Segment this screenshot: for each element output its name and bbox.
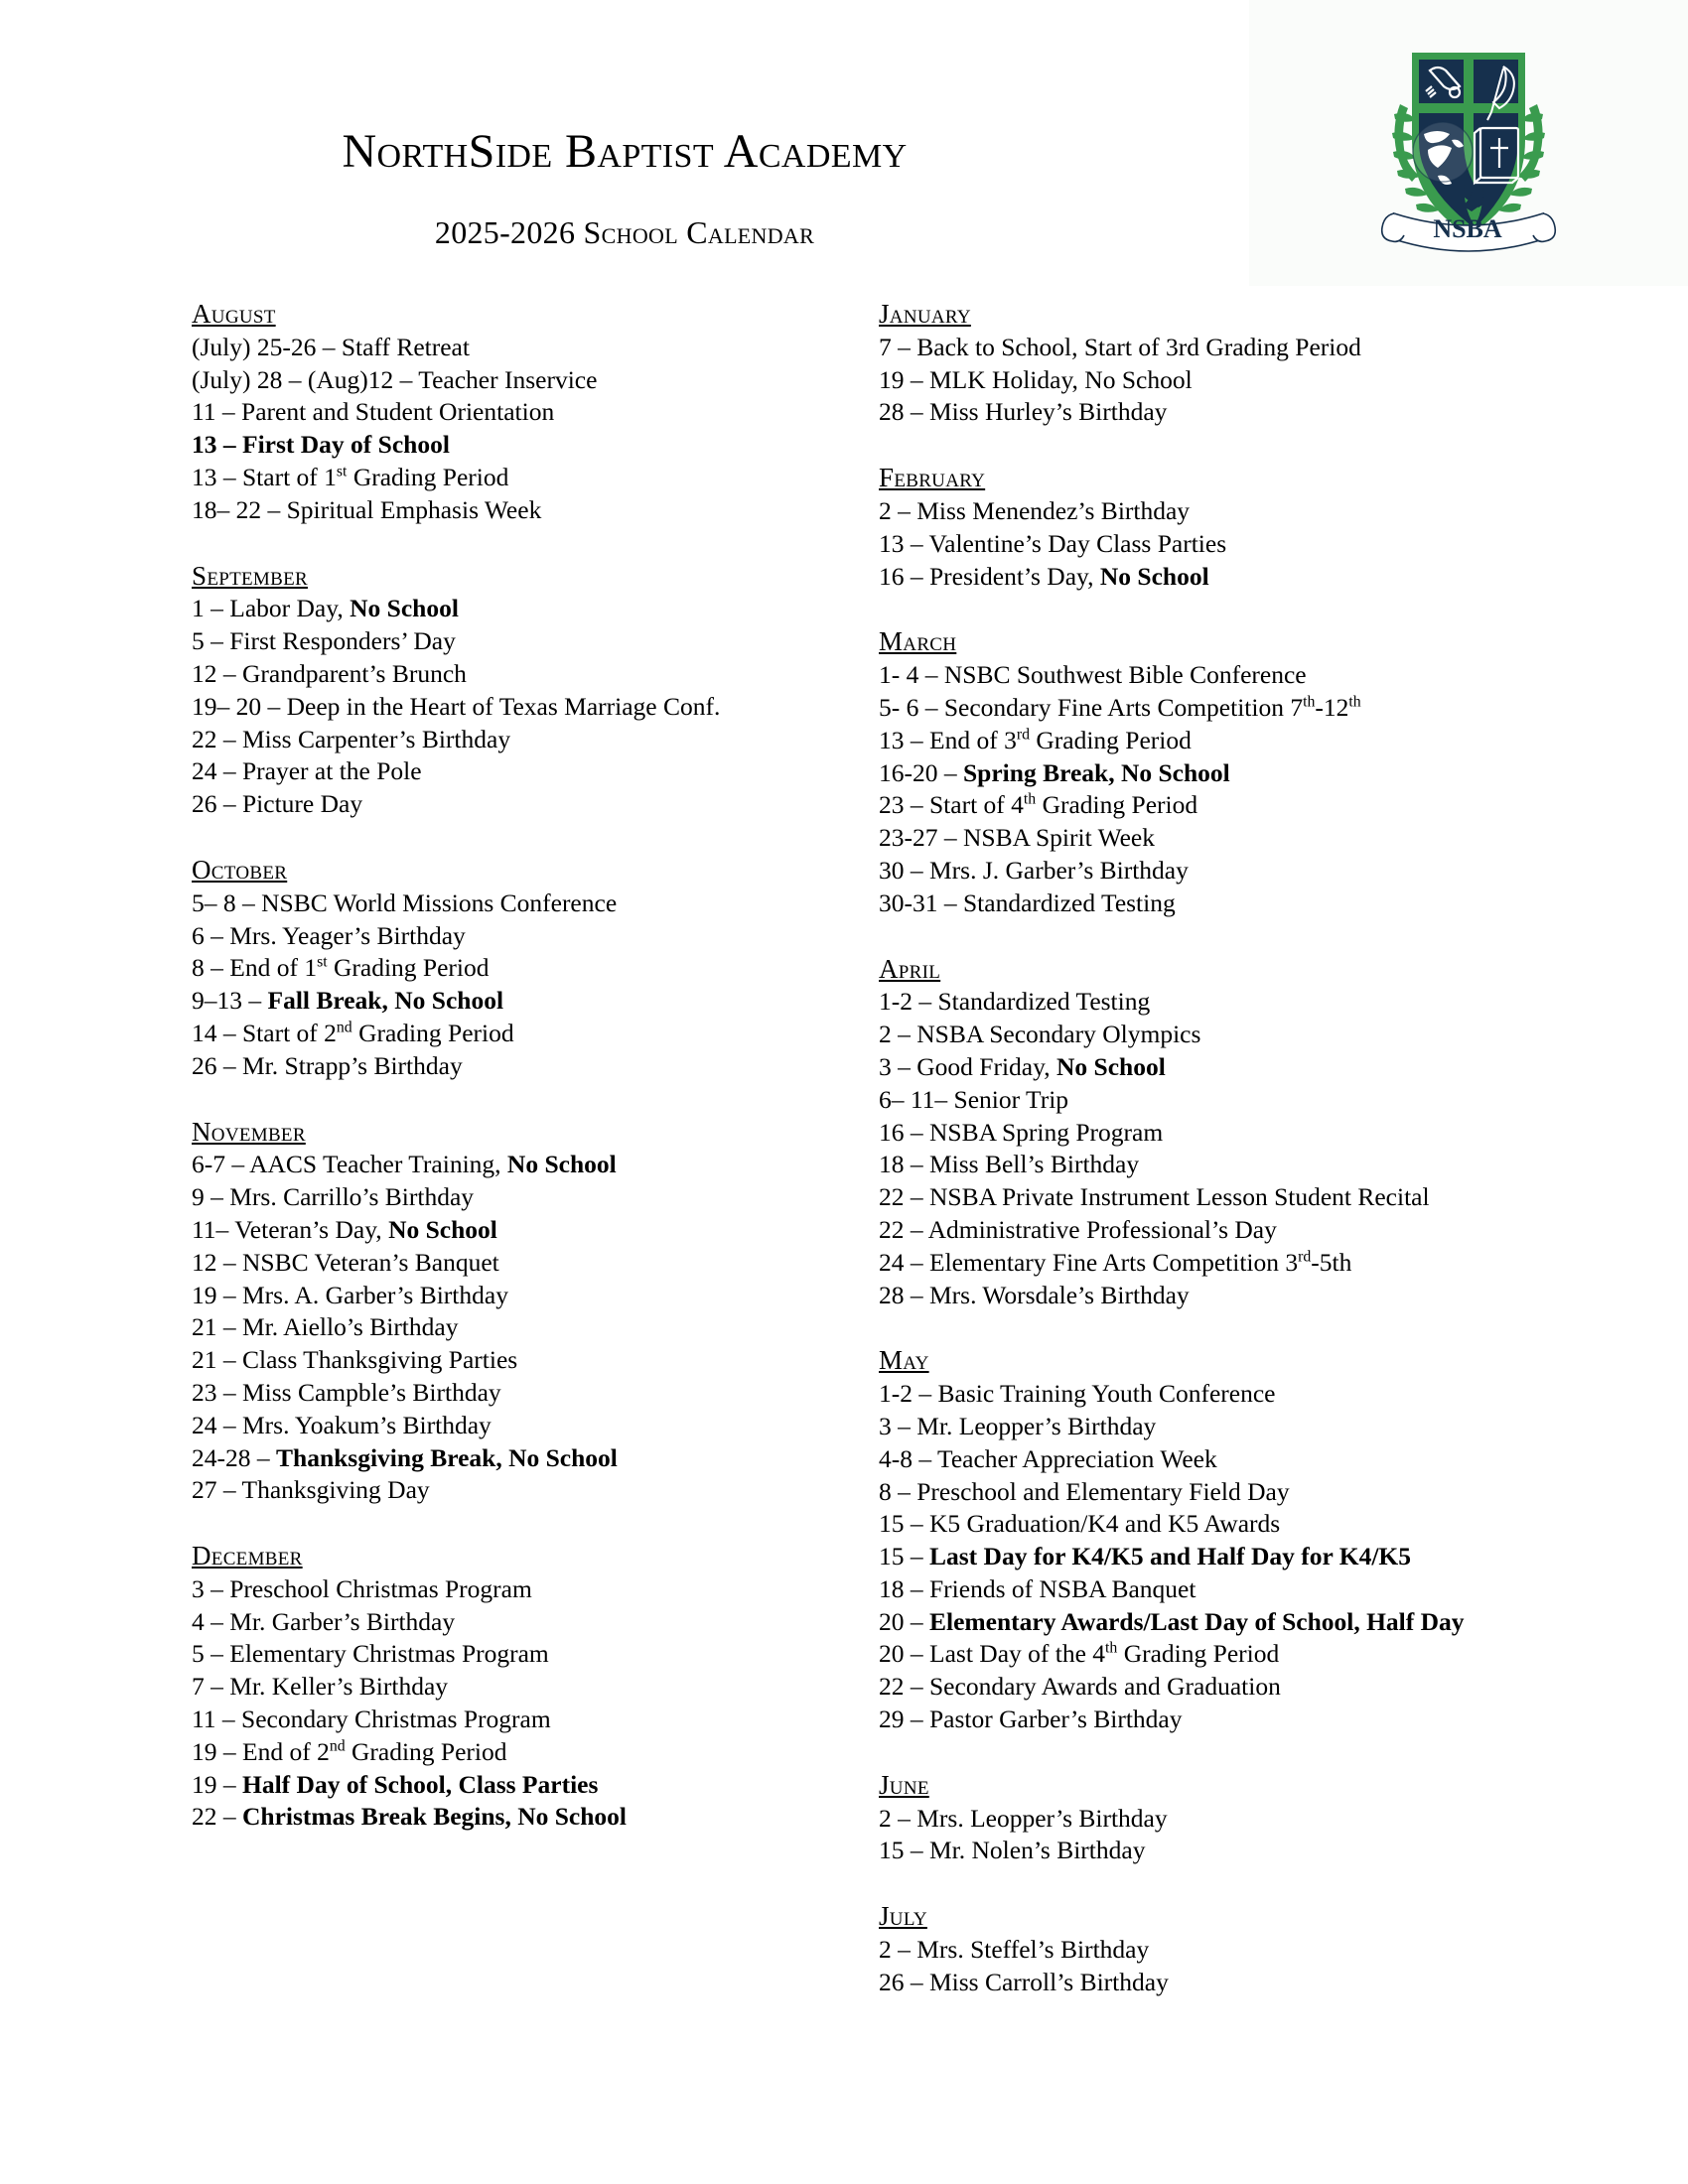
- calendar-event: 18 – Miss Bell’s Birthday: [879, 1150, 1140, 1179]
- month-heading: December: [192, 1541, 303, 1571]
- calendar-event: 28 – Mrs. Worsdale’s Birthday: [879, 1280, 1190, 1309]
- calendar-event: 3 – Good Friday, No School: [879, 1051, 1166, 1081]
- month-block-september: [192, 560, 807, 821]
- month-heading: July: [879, 1901, 927, 1932]
- month-heading: April: [879, 953, 941, 984]
- calendar-event: 15 – K5 Graduation/K4 and K5 Awards: [879, 1509, 1281, 1539]
- calendar-event: 22 – Christmas Break Begins, No School: [192, 1802, 628, 1832]
- calendar-event: 7 – Back to School, Start of 3rd Grading Period: [879, 332, 1361, 361]
- month-heading: January: [879, 299, 971, 329]
- calendar-event: 13 – End of 3rd Grading Period: [879, 725, 1192, 754]
- calendar-event: 3 – Mr. Leopper’s Birthday: [879, 1411, 1157, 1440]
- calendar-event: 29 – Pastor Garber’s Birthday: [879, 1705, 1183, 1734]
- calendar-event: 13 – Valentine’s Day Class Parties: [879, 528, 1227, 558]
- calendar-event: 24 – Prayer at the Pole: [192, 756, 422, 786]
- month-heading: June: [879, 1769, 929, 1800]
- month-block-may: [879, 1344, 1574, 1736]
- calendar-event: 26 – Miss Carroll’s Birthday: [879, 1967, 1169, 1996]
- month-block-october: [192, 854, 807, 1083]
- school-logo: [1249, 0, 1688, 286]
- calendar-event: 19 – Half Day of School, Class Parties: [192, 1769, 599, 1799]
- calendar-event: 5– 8 – NSBC World Missions Conference: [192, 887, 618, 917]
- calendar-event: 24 – Elementary Fine Arts Competition 3rd-5th: [879, 1247, 1352, 1277]
- calendar-event: 1-2 – Basic Training Youth Conference: [879, 1379, 1276, 1409]
- calendar-event: 8 – Preschool and Elementary Field Day: [879, 1476, 1290, 1506]
- calendar-event: 30 – Mrs. J. Garber’s Birthday: [879, 855, 1189, 885]
- calendar-event: 12 – NSBC Veteran’s Banquet: [192, 1247, 499, 1277]
- month-block-april: [879, 953, 1574, 1312]
- calendar-event: 1-2 – Standardized Testing: [879, 987, 1151, 1017]
- calendar-event: 11– Veteran’s Day, No School: [192, 1214, 497, 1244]
- calendar-event: 3 – Preschool Christmas Program: [192, 1573, 532, 1603]
- calendar-column-left: [192, 298, 807, 1834]
- calendar-event: 16-20 – Spring Break, No School: [879, 757, 1230, 787]
- calendar-event: 23 – Miss Campble’s Birthday: [192, 1377, 501, 1407]
- calendar-event: 7 – Mr. Keller’s Birthday: [192, 1672, 449, 1702]
- calendar-event: 5 – Elementary Christmas Program: [192, 1639, 549, 1669]
- calendar-event: 6– 11– Senior Trip: [879, 1084, 1069, 1114]
- calendar-event: 22 – Secondary Awards and Graduation: [879, 1672, 1281, 1702]
- calendar-event: 6 – Mrs. Yeager’s Birthday: [192, 920, 466, 950]
- calendar-event: 5- 6 – Secondary Fine Arts Competition 7th-12th: [879, 692, 1361, 722]
- month-heading: November: [192, 1116, 306, 1147]
- calendar-event: 22 – Miss Carpenter’s Birthday: [192, 724, 511, 753]
- month-heading: October: [192, 854, 288, 885]
- title-block: [0, 0, 1249, 251]
- calendar-event: 19– 20 – Deep in the Heart of Texas Marriage Conf.: [192, 691, 721, 721]
- calendar-event: 19 – MLK Holiday, No School: [879, 364, 1193, 394]
- calendar-event: 13 – Start of 1st Grading Period: [192, 462, 509, 491]
- calendar-event: 2 – NSBA Secondary Olympics: [879, 1020, 1201, 1049]
- calendar-event: 22 – NSBA Private Instrument Lesson Student Recital: [879, 1182, 1430, 1212]
- calendar-event: 4 – Mr. Garber’s Birthday: [192, 1606, 456, 1636]
- calendar-event: 16 – NSBA Spring Program: [879, 1117, 1164, 1147]
- month-block-november: [192, 1116, 807, 1508]
- month-block-july: [879, 1900, 1574, 1998]
- calendar-event: 16 – President’s Day, No School: [879, 561, 1209, 591]
- calendar-event: 9–13 – Fall Break, No School: [192, 986, 504, 1016]
- calendar-event: 11 – Secondary Christmas Program: [192, 1705, 551, 1734]
- calendar-event: 5 – First Responders’ Day: [192, 626, 456, 656]
- calendar-event: 2 – Mrs. Leopper’s Birthday: [879, 1803, 1168, 1833]
- month-block-december: [192, 1540, 807, 1834]
- calendar-event: 9 – Mrs. Carrillo’s Birthday: [192, 1182, 475, 1212]
- month-block-january: [879, 298, 1574, 429]
- calendar-event: 1 – Labor Day, No School: [192, 594, 459, 623]
- calendar-event: (July) 25-26 – Staff Retreat: [192, 332, 470, 361]
- month-heading: August: [192, 299, 276, 329]
- calendar-event: 15 – Mr. Nolen’s Birthday: [879, 1836, 1146, 1865]
- calendar-event: 15 – Last Day for K4/K5 and Half Day for K4/K5: [879, 1542, 1411, 1571]
- page-title: NorthSide Baptist Academy: [342, 125, 908, 178]
- calendar-event: 19 – Mrs. A. Garber’s Birthday: [192, 1280, 508, 1309]
- month-heading: February: [879, 463, 986, 493]
- nsba-shield-crest-icon: [1354, 19, 1583, 267]
- calendar-event: 28 – Miss Hurley’s Birthday: [879, 397, 1168, 427]
- calendar-event: 2 – Mrs. Steffel’s Birthday: [879, 1935, 1150, 1965]
- month-block-august: [192, 298, 807, 527]
- calendar-event: 8 – End of 1st Grading Period: [192, 953, 490, 983]
- logo-banner-text: NSBA: [1433, 214, 1502, 243]
- calendar-event: 24-28 – Thanksgiving Break, No School: [192, 1442, 618, 1472]
- calendar-event: 20 – Last Day of the 4th Grading Period: [879, 1639, 1280, 1669]
- calendar-event: 18– 22 – Spiritual Emphasis Week: [192, 494, 542, 524]
- month-heading: September: [192, 560, 308, 591]
- page-subtitle: 2025-2026 School Calendar: [434, 214, 815, 251]
- calendar-event: 26 – Picture Day: [192, 789, 363, 819]
- calendar-event: 26 – Mr. Strapp’s Birthday: [192, 1050, 463, 1080]
- calendar-event: 22 – Administrative Professional’s Day: [879, 1214, 1277, 1244]
- month-block-march: [879, 625, 1574, 919]
- calendar-event: 21 – Mr. Aiello’s Birthday: [192, 1312, 459, 1342]
- calendar-event: 4-8 – Teacher Appreciation Week: [879, 1443, 1217, 1473]
- month-block-february: [879, 462, 1574, 593]
- month-block-june: [879, 1769, 1574, 1867]
- calendar-event: 1- 4 – NSBC Southwest Bible Conference: [879, 660, 1307, 690]
- month-heading: May: [879, 1345, 929, 1376]
- calendar-column-right: [879, 298, 1574, 1999]
- calendar-event: 18 – Friends of NSBA Banquet: [879, 1573, 1196, 1603]
- calendar-event: 11 – Parent and Student Orientation: [192, 397, 555, 427]
- calendar-event: 23-27 – NSBA Spirit Week: [879, 823, 1155, 853]
- calendar-event: 13 – First Day of School: [192, 430, 450, 460]
- calendar-event: 2 – Miss Menendez’s Birthday: [879, 495, 1191, 525]
- calendar-event: 21 – Class Thanksgiving Parties: [192, 1345, 518, 1375]
- calendar-event: 14 – Start of 2nd Grading Period: [192, 1018, 514, 1047]
- calendar-event: 20 – Elementary Awards/Last Day of School, Half Day: [879, 1606, 1465, 1636]
- calendar-event: 24 – Mrs. Yoakum’s Birthday: [192, 1410, 492, 1439]
- calendar-event: 30-31 – Standardized Testing: [879, 887, 1176, 917]
- calendar-event: 19 – End of 2nd Grading Period: [192, 1736, 507, 1766]
- calendar-event: (July) 28 – (Aug)12 – Teacher Inservice: [192, 364, 598, 394]
- page-header: [0, 0, 1688, 288]
- calendar-event: 27 – Thanksgiving Day: [192, 1475, 430, 1505]
- month-heading: March: [879, 626, 957, 657]
- calendar-event: 23 – Start of 4th Grading Period: [879, 790, 1198, 820]
- calendar-event: 6-7 – AACS Teacher Training, No School: [192, 1150, 617, 1179]
- calendar-event: 12 – Grandparent’s Brunch: [192, 658, 467, 688]
